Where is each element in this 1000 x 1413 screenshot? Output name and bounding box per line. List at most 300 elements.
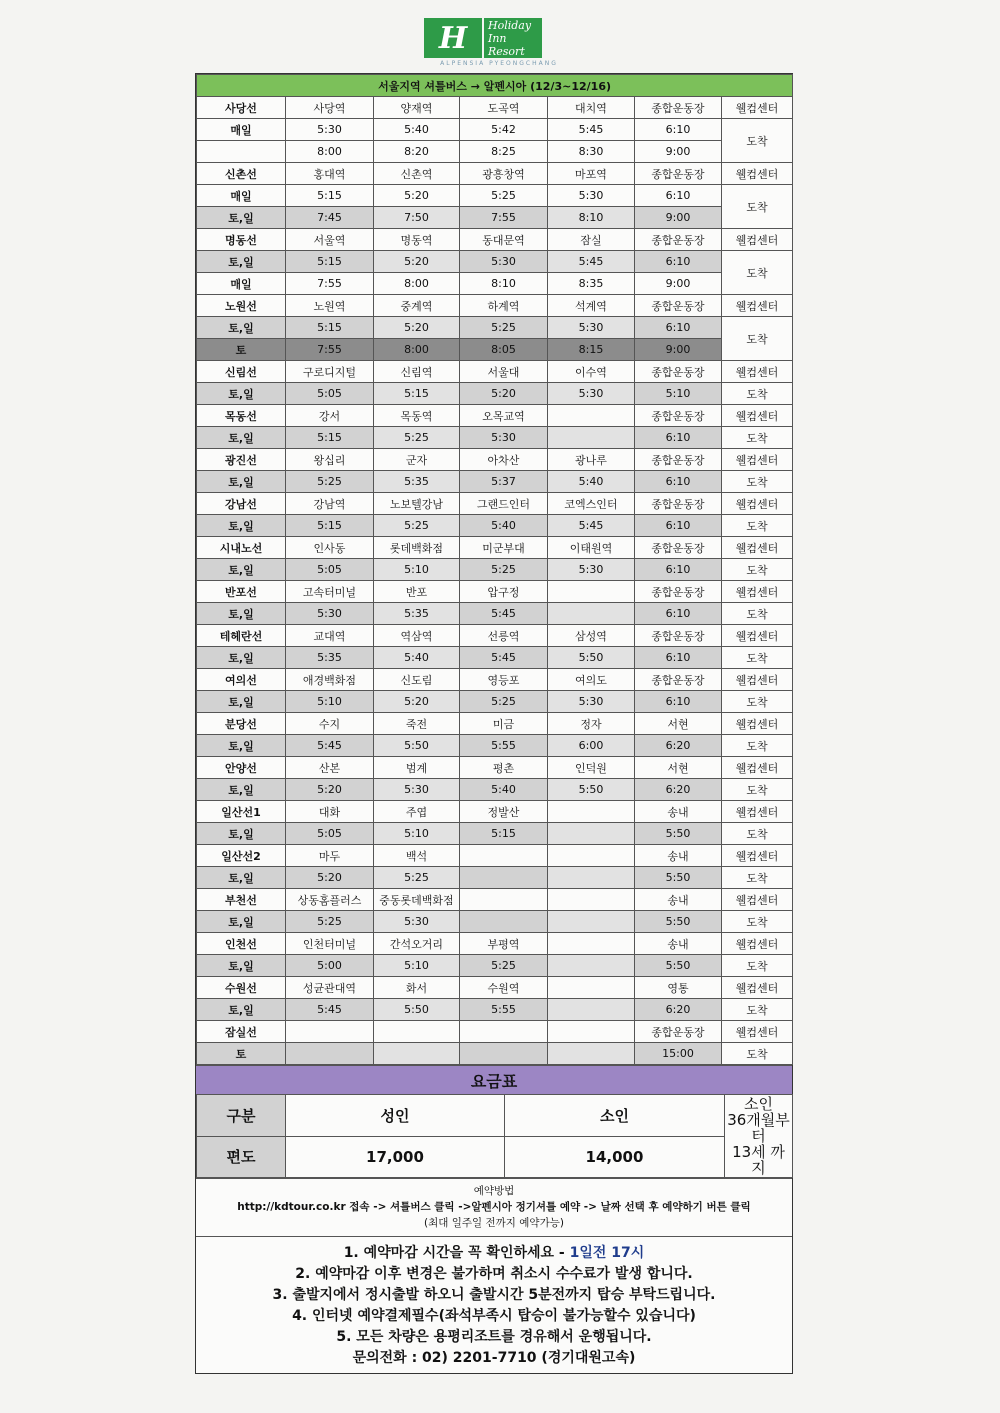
destination-stop: 웰컴센터: [722, 295, 793, 317]
departure-time: [286, 1043, 374, 1065]
route-header-row: [197, 977, 793, 999]
destination-stop: 웰컴센터: [722, 493, 793, 515]
stop-name: 역삼역: [374, 625, 460, 647]
fare-title: 요금표: [196, 1065, 792, 1094]
operating-days: 토,일: [197, 207, 286, 229]
departure-time: 7:55: [286, 339, 374, 361]
departure-time: 5:45: [548, 251, 635, 273]
departure-time: 5:10: [286, 691, 374, 713]
arrival-label: 도착: [722, 515, 793, 537]
stop-name: [548, 977, 635, 999]
departure-time: 5:15: [286, 185, 374, 207]
destination-stop: 웰컴센터: [722, 625, 793, 647]
stop-name: 목동역: [374, 405, 460, 427]
stop-name: [460, 1021, 548, 1043]
route-name: 여의선: [197, 669, 286, 691]
arrival-label: 도착: [722, 823, 793, 845]
stop-name: 수원역: [460, 977, 548, 999]
stop-name: [374, 1021, 460, 1043]
arrival-label: 도착: [722, 1043, 793, 1065]
stop-name: [548, 405, 635, 427]
stop-name: 고속터미널: [286, 581, 374, 603]
stop-name: 사당역: [286, 97, 374, 119]
stop-name: 홍대역: [286, 163, 374, 185]
stop-name: 여의도: [548, 669, 635, 691]
stop-name: 영통: [635, 977, 722, 999]
departure-time: 5:50: [548, 647, 635, 669]
fare-child-note-1: 소인: [744, 1095, 773, 1113]
contact-phone: 문의전화 : 02) 2201-7710 (경기대원고속): [352, 1350, 636, 1366]
stop-name: 선릉역: [460, 625, 548, 647]
departure-time: 5:45: [548, 119, 635, 141]
stop-name: 종합운동장: [635, 97, 722, 119]
fare-row-label: 편도: [197, 1136, 286, 1178]
departure-time: 5:50: [635, 955, 722, 977]
route-name: 잠실선: [197, 1021, 286, 1043]
departure-time: 5:25: [460, 317, 548, 339]
departure-time: 6:10: [635, 603, 722, 625]
departure-time: 5:30: [460, 251, 548, 273]
departure-time: 5:05: [286, 559, 374, 581]
departure-time: [548, 427, 635, 449]
route-name: 테헤란선: [197, 625, 286, 647]
route-name: 분당선: [197, 713, 286, 735]
departure-time: [460, 1043, 548, 1065]
stop-name: 구로디지털: [286, 361, 374, 383]
departure-time: 8:30: [548, 141, 635, 163]
fare-child-note: [725, 1095, 793, 1178]
stop-name: 미금: [460, 713, 548, 735]
stop-name: 마두: [286, 845, 374, 867]
destination-stop: 웰컴센터: [722, 977, 793, 999]
stop-name: 종합운동장: [635, 493, 722, 515]
departure-time: 15:00: [635, 1043, 722, 1065]
fare-table: [196, 1094, 793, 1178]
departure-time: 5:25: [286, 911, 374, 933]
departure-time: 9:00: [635, 339, 722, 361]
route-header-row: [197, 537, 793, 559]
departure-time: 5:42: [460, 119, 548, 141]
departure-time: 8:10: [548, 207, 635, 229]
departure-time: 7:55: [286, 273, 374, 295]
stop-name: 종합운동장: [635, 1021, 722, 1043]
departure-time: 5:30: [374, 779, 460, 801]
departure-time: 5:05: [286, 823, 374, 845]
notice-2: 2. 예약마감 이후 변경은 불가하며 취소시 수수료가 발생 합니다.: [295, 1266, 693, 1282]
stop-name: 광흥창역: [460, 163, 548, 185]
departure-time: 7:55: [460, 207, 548, 229]
stop-name: 인천터미널: [286, 933, 374, 955]
destination-stop: 웰컴센터: [722, 889, 793, 911]
departure-row: [197, 383, 793, 405]
stop-name: 서울역: [286, 229, 374, 251]
departure-time: [548, 955, 635, 977]
route-name: 노원선: [197, 295, 286, 317]
route-header-row: [197, 405, 793, 427]
departure-time: 5:25: [286, 471, 374, 493]
departure-time: 5:50: [635, 823, 722, 845]
departure-row: [197, 867, 793, 889]
stop-name: 송내: [635, 889, 722, 911]
notice-4: 4. 인터넷 예약결제필수(좌석부족시 탑승이 불가능할수 있습니다): [292, 1308, 696, 1324]
route-header-row: [197, 449, 793, 471]
departure-row: [197, 141, 793, 163]
route-name: 안양선: [197, 757, 286, 779]
departure-time: 5:20: [286, 867, 374, 889]
stop-name: [548, 1021, 635, 1043]
departure-time: 5:50: [374, 735, 460, 757]
arrival-label: 도착: [722, 999, 793, 1021]
departure-time: 6:10: [635, 251, 722, 273]
shuttle-schedule-sheet: [195, 73, 793, 1374]
departure-time: 7:50: [374, 207, 460, 229]
logo-text-line2: Resort: [488, 44, 525, 58]
arrival-label: 도착: [722, 119, 793, 163]
stop-name: 부평역: [460, 933, 548, 955]
departure-row: [197, 999, 793, 1021]
departure-time: 5:35: [374, 603, 460, 625]
departure-time: 8:00: [286, 141, 374, 163]
logo-text-line1: Holiday Inn: [488, 18, 532, 45]
stop-name: 그랜드인터: [460, 493, 548, 515]
route-header-row: [197, 933, 793, 955]
departure-time: 5:15: [460, 823, 548, 845]
departure-time: 5:55: [460, 735, 548, 757]
notice-3: 3. 출발지에서 정시출발 하오니 출발시간 5분전까지 탑승 부탁드립니다.: [272, 1287, 716, 1303]
departure-time: 5:45: [460, 603, 548, 625]
departure-row: [197, 339, 793, 361]
route-name: 광진선: [197, 449, 286, 471]
operating-days: 토,일: [197, 559, 286, 581]
stop-name: [548, 889, 635, 911]
stop-name: 하계역: [460, 295, 548, 317]
operating-days: 토,일: [197, 317, 286, 339]
schedule-title: 서울지역 셔틀버스 → 알펜시아 (12/3~12/16): [197, 75, 793, 97]
arrival-label: 도착: [722, 911, 793, 933]
stop-name: [548, 581, 635, 603]
departure-time: [548, 867, 635, 889]
departure-time: 5:37: [460, 471, 548, 493]
departure-time: 8:15: [548, 339, 635, 361]
route-name: 목동선: [197, 405, 286, 427]
stop-name: 교대역: [286, 625, 374, 647]
departure-time: 5:30: [374, 911, 460, 933]
departure-time: 6:00: [548, 735, 635, 757]
departure-time: 5:20: [374, 185, 460, 207]
departure-row: [197, 735, 793, 757]
arrival-label: 도착: [722, 691, 793, 713]
departure-time: 5:40: [374, 647, 460, 669]
destination-stop: 웰컴센터: [722, 449, 793, 471]
stop-name: 중계역: [374, 295, 460, 317]
route-header-row: [197, 845, 793, 867]
departure-row: [197, 185, 793, 207]
arrival-label: 도착: [722, 383, 793, 405]
stop-name: 송내: [635, 801, 722, 823]
departure-time: 5:10: [635, 383, 722, 405]
departure-time: 5:40: [548, 471, 635, 493]
stop-name: 코엑스인터: [548, 493, 635, 515]
stop-name: 애경백화점: [286, 669, 374, 691]
arrival-label: 도착: [722, 779, 793, 801]
departure-time: 5:25: [460, 955, 548, 977]
arrival-label: 도착: [722, 427, 793, 449]
departure-time: 5:25: [374, 427, 460, 449]
stop-name: 군자: [374, 449, 460, 471]
operating-days: 토,일: [197, 251, 286, 273]
stop-name: 종합운동장: [635, 295, 722, 317]
departure-time: [548, 603, 635, 625]
departure-time: 5:45: [548, 515, 635, 537]
route-header-row: [197, 625, 793, 647]
departure-time: 5:45: [460, 647, 548, 669]
departure-time: 5:35: [374, 471, 460, 493]
operating-days: 토,일: [197, 911, 286, 933]
departure-time: [460, 911, 548, 933]
departure-time: 5:20: [374, 691, 460, 713]
stop-name: [548, 845, 635, 867]
operating-days: 토,일: [197, 823, 286, 845]
route-header-row: [197, 801, 793, 823]
stop-name: 양재역: [374, 97, 460, 119]
stop-name: 서울대: [460, 361, 548, 383]
stop-name: 송내: [635, 933, 722, 955]
route-name: 신림선: [197, 361, 286, 383]
route-header-row: [197, 889, 793, 911]
notice-1: [196, 1243, 792, 1264]
stop-name: 석계역: [548, 295, 635, 317]
departure-time: 5:30: [548, 185, 635, 207]
reservation-note: (최대 일주일 전까지 예약가능): [424, 1217, 564, 1229]
reservation-instructions: http://kdtour.co.kr 접속 -> 셔틀버스 클릭 ->알펜시아 정기셔틀 예약 -> 날짜 선택 후 예약하기 버튼 클릭: [237, 1201, 751, 1213]
departure-time: 6:10: [635, 185, 722, 207]
route-header-row: [197, 229, 793, 251]
stop-name: 신림역: [374, 361, 460, 383]
notices-section: [196, 1236, 792, 1373]
destination-stop: 웰컴센터: [722, 97, 793, 119]
departure-row: [197, 823, 793, 845]
stop-name: 노보텔강남: [374, 493, 460, 515]
route-header-row: [197, 295, 793, 317]
stop-name: 롯데백화점: [374, 537, 460, 559]
departure-time: 5:10: [374, 559, 460, 581]
departure-time: 5:15: [286, 317, 374, 339]
schedule-table: [196, 74, 793, 1065]
stop-name: 종합운동장: [635, 163, 722, 185]
stop-name: 종합운동장: [635, 361, 722, 383]
fare-adult-label: 성인: [286, 1095, 505, 1137]
departure-row: [197, 251, 793, 273]
stop-name: 중동롯데백화점: [374, 889, 460, 911]
stop-name: 산본: [286, 757, 374, 779]
operating-days: 토,일: [197, 735, 286, 757]
stop-name: 정자: [548, 713, 635, 735]
destination-stop: 웰컴센터: [722, 229, 793, 251]
stop-name: 명동역: [374, 229, 460, 251]
stop-name: 이태원역: [548, 537, 635, 559]
stop-name: 이수역: [548, 361, 635, 383]
departure-time: 5:15: [374, 383, 460, 405]
route-header-row: [197, 1021, 793, 1043]
destination-stop: 웰컴센터: [722, 713, 793, 735]
stop-name: 화서: [374, 977, 460, 999]
departure-time: 5:15: [286, 515, 374, 537]
operating-days: 토,일: [197, 471, 286, 493]
departure-time: 5:45: [286, 999, 374, 1021]
departure-time: 5:15: [286, 427, 374, 449]
fare-child-price: 14,000: [505, 1136, 725, 1178]
stop-name: 강서: [286, 405, 374, 427]
departure-time: 6:20: [635, 735, 722, 757]
route-name: 사당선: [197, 97, 286, 119]
departure-time: 5:30: [286, 119, 374, 141]
departure-row: [197, 119, 793, 141]
route-name: 시내노선: [197, 537, 286, 559]
departure-time: 5:55: [460, 999, 548, 1021]
departure-time: 9:00: [635, 207, 722, 229]
route-header-row: [197, 713, 793, 735]
logo-mark: H: [424, 18, 482, 58]
stop-name: 인덕원: [548, 757, 635, 779]
stop-name: 죽전: [374, 713, 460, 735]
logo-text: [484, 18, 542, 58]
operating-days: 토,일: [197, 427, 286, 449]
departure-time: 8:10: [460, 273, 548, 295]
stop-name: 간석오거리: [374, 933, 460, 955]
departure-time: 5:25: [374, 867, 460, 889]
stop-name: 노원역: [286, 295, 374, 317]
departure-time: [460, 867, 548, 889]
arrival-label: 도착: [722, 867, 793, 889]
route-header-row: [197, 361, 793, 383]
stop-name: 삼성역: [548, 625, 635, 647]
stop-name: 수지: [286, 713, 374, 735]
notice-1-text: 1. 예약마감 시간을 꼭 확인하세요 -: [343, 1245, 570, 1261]
stop-name: 백석: [374, 845, 460, 867]
stop-name: [548, 933, 635, 955]
departure-time: 5:20: [374, 251, 460, 273]
route-header-row: [197, 163, 793, 185]
reservation-section: [196, 1178, 792, 1236]
route-name: 부천선: [197, 889, 286, 911]
stop-name: [286, 1021, 374, 1043]
stop-name: 종합운동장: [635, 625, 722, 647]
arrival-label: 도착: [722, 955, 793, 977]
stop-name: 종합운동장: [635, 229, 722, 251]
stop-name: 서현: [635, 713, 722, 735]
departure-time: 8:20: [374, 141, 460, 163]
departure-time: 8:25: [460, 141, 548, 163]
arrival-label: 도착: [722, 735, 793, 757]
departure-time: 5:20: [460, 383, 548, 405]
departure-time: 6:10: [635, 119, 722, 141]
operating-days: 토,일: [197, 515, 286, 537]
departure-time: 5:50: [635, 911, 722, 933]
stop-name: 광나루: [548, 449, 635, 471]
departure-time: 5:30: [548, 559, 635, 581]
stop-name: 정발산: [460, 801, 548, 823]
stop-name: 종합운동장: [635, 537, 722, 559]
notice-5: 5. 모든 차량은 용평리조트를 경유해서 운행됩니다.: [336, 1329, 652, 1345]
departure-row: [197, 317, 793, 339]
operating-days: 매일: [197, 185, 286, 207]
departure-time: 6:10: [635, 515, 722, 537]
stop-name: [460, 889, 548, 911]
notice-1-deadline: 1일전 17시: [569, 1245, 645, 1261]
departure-time: 5:15: [286, 251, 374, 273]
departure-row: [197, 955, 793, 977]
stop-name: 송내: [635, 845, 722, 867]
stop-name: [460, 845, 548, 867]
departure-time: 5:10: [374, 823, 460, 845]
route-name: 일산선2: [197, 845, 286, 867]
stop-name: 오목교역: [460, 405, 548, 427]
operating-days: 토,일: [197, 955, 286, 977]
stop-name: 주엽: [374, 801, 460, 823]
fare-child-note-2: 36개월부터: [727, 1111, 790, 1145]
departure-time: 6:10: [635, 691, 722, 713]
stop-name: [548, 801, 635, 823]
fare-child-label: 소인: [505, 1095, 725, 1137]
departure-time: 5:50: [548, 779, 635, 801]
departure-row: [197, 603, 793, 625]
departure-row: [197, 559, 793, 581]
arrival-label: 도착: [722, 559, 793, 581]
departure-time: 5:30: [548, 691, 635, 713]
stop-name: 도곡역: [460, 97, 548, 119]
departure-time: 5:30: [548, 383, 635, 405]
arrival-label: 도착: [722, 603, 793, 625]
departure-time: 5:25: [374, 515, 460, 537]
departure-time: [548, 999, 635, 1021]
destination-stop: 웰컴센터: [722, 845, 793, 867]
departure-time: 5:40: [460, 515, 548, 537]
route-name: 반포선: [197, 581, 286, 603]
departure-time: 5:45: [286, 735, 374, 757]
stop-name: 상동홈플러스: [286, 889, 374, 911]
departure-time: 5:25: [460, 691, 548, 713]
departure-time: [548, 911, 635, 933]
departure-time: 5:25: [460, 559, 548, 581]
departure-time: 6:10: [635, 317, 722, 339]
stop-name: 강남역: [286, 493, 374, 515]
destination-stop: 웰컴센터: [722, 933, 793, 955]
departure-row: [197, 647, 793, 669]
departure-time: 5:35: [286, 647, 374, 669]
destination-stop: 웰컴센터: [722, 537, 793, 559]
departure-time: 5:40: [374, 119, 460, 141]
holiday-inn-logo: [424, 16, 574, 60]
stop-name: 범계: [374, 757, 460, 779]
stop-name: 반포: [374, 581, 460, 603]
stop-name: 종합운동장: [635, 449, 722, 471]
route-name: 일산선1: [197, 801, 286, 823]
departure-row: [197, 691, 793, 713]
stop-name: 신촌역: [374, 163, 460, 185]
departure-row: [197, 911, 793, 933]
stop-name: 마포역: [548, 163, 635, 185]
departure-time: 6:10: [635, 471, 722, 493]
arrival-label: 도착: [722, 647, 793, 669]
departure-row: [197, 273, 793, 295]
departure-time: 5:30: [548, 317, 635, 339]
stop-name: 신도림: [374, 669, 460, 691]
stop-name: 왕십리: [286, 449, 374, 471]
departure-time: [548, 823, 635, 845]
departure-time: 5:05: [286, 383, 374, 405]
fare-adult-price: 17,000: [286, 1136, 505, 1178]
operating-days: 토: [197, 339, 286, 361]
